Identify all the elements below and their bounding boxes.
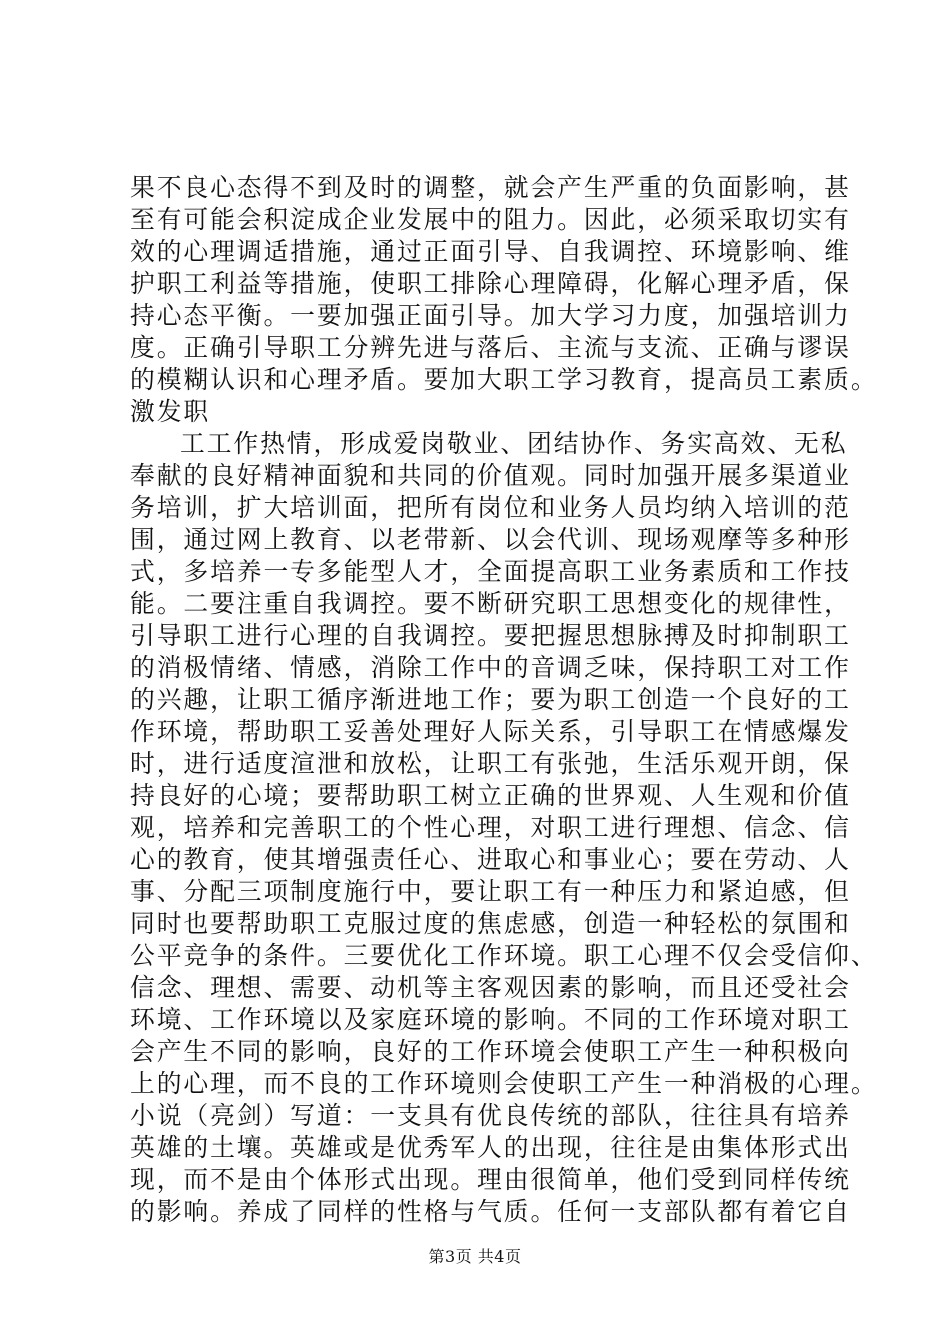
text-line: 环境、工作环境以及家庭环境的影响。不同的工作环境对职工 (130, 1005, 851, 1034)
text-line: 心的教育，使其增强责任心、进取心和事业心；要在劳动、人 (130, 845, 851, 874)
text-line: 激发职 (130, 397, 211, 426)
text-line: 作环境，帮助职工妥善处理好人际关系，引导职工在情感爆发 (130, 717, 851, 746)
text-line: 度。正确引导职工分辨先进与落后、主流与支流、正确与谬误 (130, 333, 851, 362)
text-line: 公平竞争的条件。三要优化工作环境。职工心理不仅会受信仰、 (130, 941, 878, 970)
text-line: 的兴趣，让职工循序渐进地工作；要为职工创造一个良好的工 (130, 685, 851, 714)
text-line: 的消极情绪、情感，消除工作中的音调乏味，保持职工对工作 (130, 653, 851, 682)
text-line: 信念、理想、需要、动机等主客观因素的影响，而且还受社会 (130, 973, 851, 1002)
text-line: 式，多培养一专多能型人才，全面提高职工业务素质和工作技 (130, 557, 851, 586)
text-line: 务培训，扩大培训面，把所有岗位和业务人员均纳入培训的范 (130, 493, 851, 522)
document-body (130, 172, 878, 1228)
text-line: 时，进行适度渲泄和放松，让职工有张弛，生活乐观开朗，保 (130, 749, 851, 778)
text-line: 护职工利益等措施，使职工排除心理障碍，化解心理矛盾，保 (130, 269, 851, 298)
text-line: 能。二要注重自我调控。要不断研究职工思想变化的规律性， (130, 589, 851, 618)
text-line: 小说（亮剑）写道：一支具有优良传统的部队，往往具有培养 (130, 1101, 851, 1130)
text-line: 英雄的土壤。英雄或是优秀军人的出现，往往是由集体形式出 (130, 1133, 851, 1162)
text-line: 观，培养和完善职工的个性心理，对职工进行理想、信念、信 (130, 813, 851, 842)
text-line: 围，通过网上教育、以老带新、以会代训、现场观摩等多种形 (130, 525, 851, 554)
text-line: 会产生不同的影响，良好的工作环境会使职工产生一种积极向 (130, 1037, 851, 1066)
text-line: 引导职工进行心理的自我调控。要把握思想脉搏及时抑制职工 (130, 621, 851, 650)
page-footer: 第3页 共4页 (428, 1247, 522, 1266)
text-line: 上的心理，而不良的工作环境则会使职工产生一种消极的心理。 (130, 1069, 878, 1098)
paragraph-1 (130, 172, 878, 428)
text-line: 果不良心态得不到及时的调整，就会产生严重的负面影响，甚 (130, 173, 851, 202)
text-line: 持心态平衡。一要加强正面引导。加大学习力度，加强培训力 (130, 301, 851, 330)
text-line: 同时也要帮助职工克服过度的焦虑感，创造一种轻松的氛围和 (130, 909, 851, 938)
text-line: 的影响。养成了同样的性格与气质。任何一支部队都有着它自 (130, 1197, 851, 1226)
text-line: 工工作热情，形成爱岗敬业、团结协作、务实高效、无私 (180, 429, 848, 458)
text-line: 奉献的良好精神面貌和共同的价值观。同时加强开展多渠道业 (130, 461, 851, 490)
paragraph-2 (130, 428, 878, 1228)
text-line: 效的心理调适措施，通过正面引导、自我调控、环境影响、维 (130, 237, 851, 266)
text-line: 的模糊认识和心理矛盾。要加大职工学习教育，提高员工素质。 (130, 365, 878, 394)
text-line: 现，而不是由个体形式出现。理由很简单，他们受到同样传统 (130, 1165, 851, 1194)
text-line: 至有可能会积淀成企业发展中的阻力。因此，必须采取切实有 (130, 205, 851, 234)
text-line: 持良好的心境；要帮助职工树立正确的世界观、人生观和价值 (130, 781, 851, 810)
text-line: 事、分配三项制度施行中，要让职工有一种压力和紧迫感，但 (130, 877, 851, 906)
